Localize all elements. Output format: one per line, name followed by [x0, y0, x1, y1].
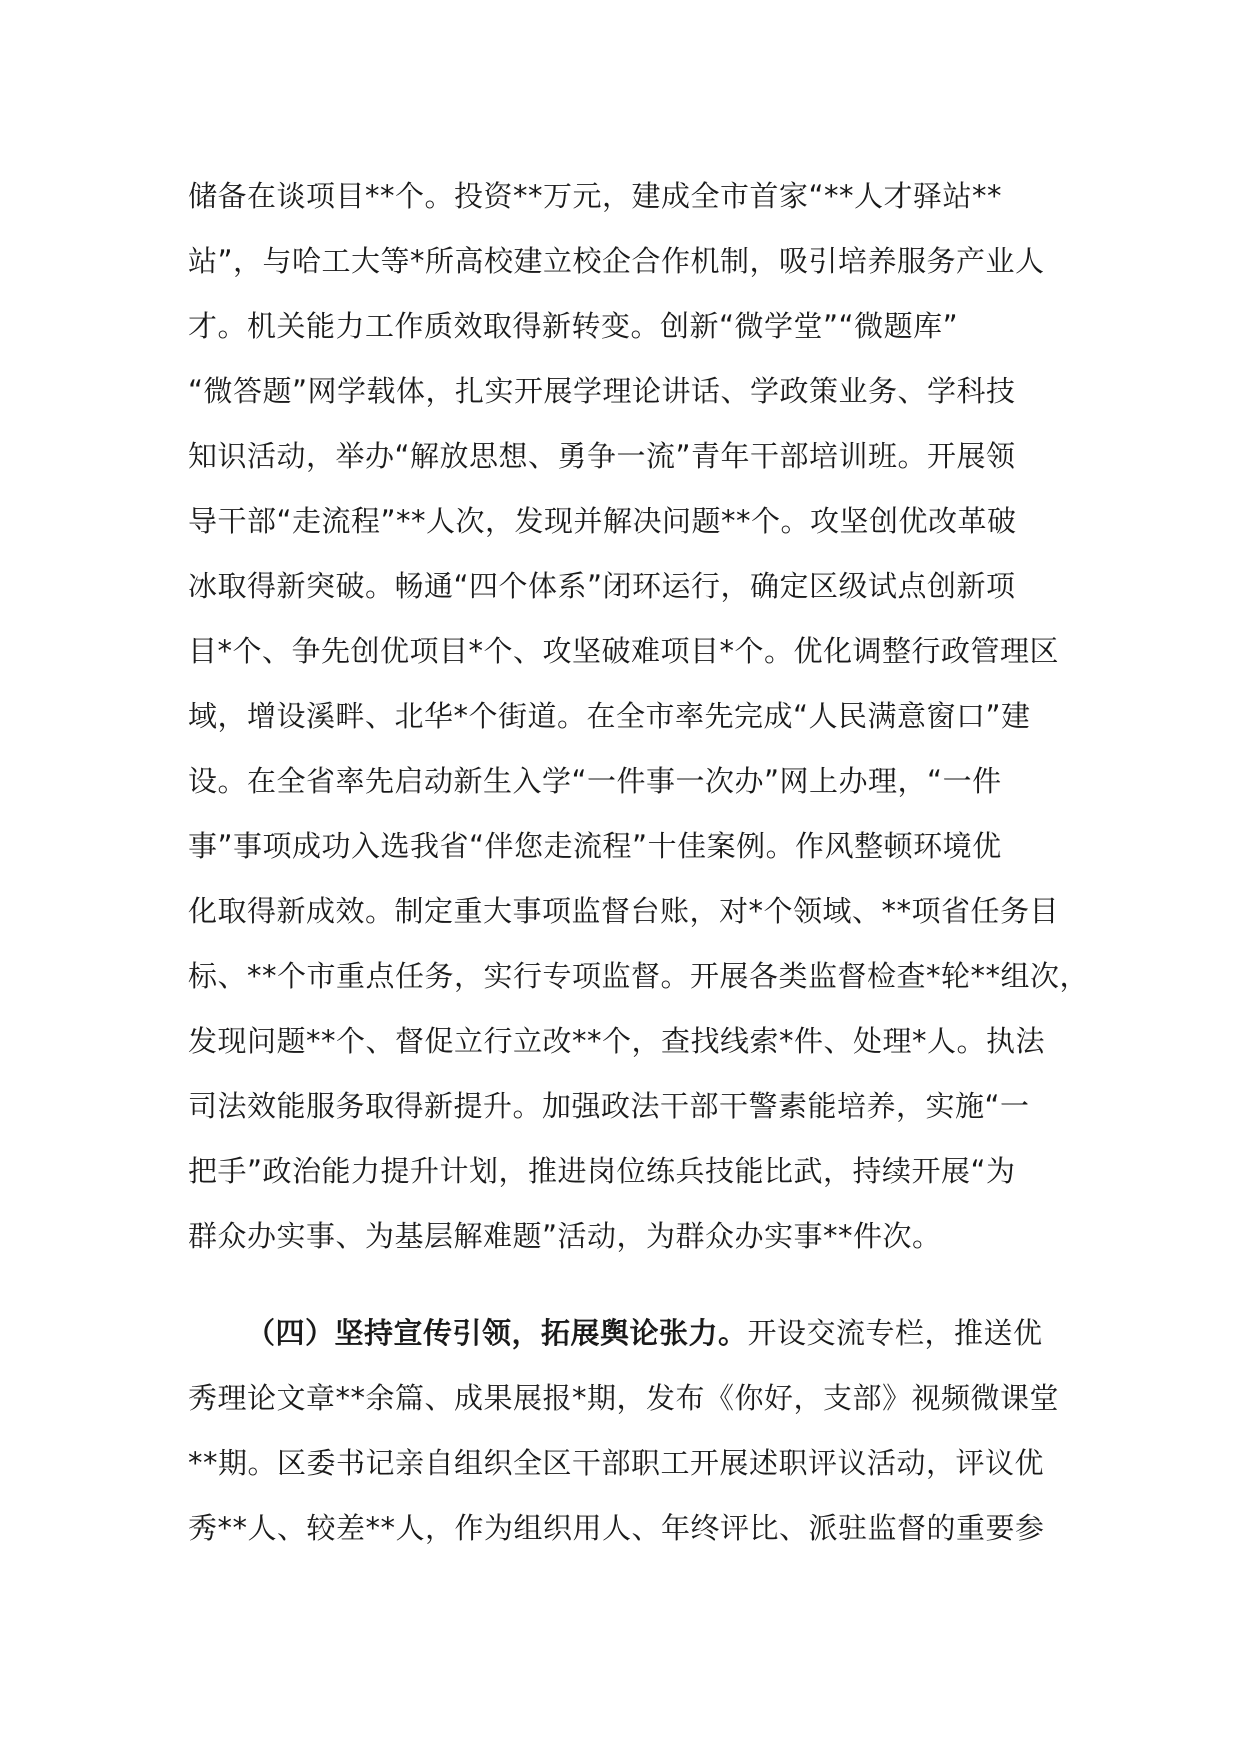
text-line: 发现问题**个、督促立行立改**个，查找线索*件、处理*人。执法 — [188, 1024, 1046, 1058]
text-line: 化取得新成效。制定重大事项监督台账，对*个领域、**项省任务目 — [188, 894, 1060, 928]
text-line: 才。机关能力工作质效取得新转变。创新“微学堂”“微题库” — [188, 309, 959, 343]
text-line: 把手”政治能力提升计划，推进岗位练兵技能比武，持续开展“为 — [188, 1154, 1016, 1188]
text-line: 域，增设溪畔、北华*个街道。在全市率先完成“人民满意窗口”建 — [188, 699, 1031, 733]
text-line: 站”，与哈工大等*所高校建立校企合作机制，吸引培养服务产业人 — [188, 244, 1045, 278]
text-line: 设。在全省率先启动新生入学“一件事一次办”网上办理，“一件 — [188, 764, 1002, 798]
paragraph-1 — [188, 164, 1090, 1269]
text-line: 知识活动，举办“解放思想、勇争一流”青年干部培训班。开展领 — [188, 439, 1016, 473]
text-line: 储备在谈项目**个。投资**万元，建成全市首家“**人才驿站** — [188, 179, 1003, 213]
text-line: 司法效能服务取得新提升。加强政法干部干警素能培养，实施“一 — [188, 1089, 1030, 1123]
text-line: **期。区委书记亲自组织全区干部职工开展述职评议活动，评议优 — [188, 1446, 1045, 1480]
text-line: 群众办实事、为基层解难题”活动，为群众办实事**件次。 — [188, 1219, 942, 1253]
text-line: 事”事项成功入选我省“伴您走流程”十佳案例。作风整顿环境优 — [188, 829, 1002, 863]
text-line: 秀理论文章**余篇、成果展报*期，发布《你好，支部》视频微课堂 — [188, 1381, 1060, 1415]
text-line-first — [188, 1301, 1068, 1366]
section-heading: （四）坚持宣传引领，拓展舆论张力。 — [246, 1316, 748, 1350]
text-line: 标、**个市重点任务，实行专项监督。开展各类监督检查*轮**组次， — [188, 959, 1090, 993]
text-line: 导干部“走流程”**人次，发现并解决问题**个。攻坚创优改革破 — [188, 504, 1017, 538]
text-line: 秀**人、较差**人，作为组织用人、年终评比、派驻监督的重要参 — [188, 1511, 1045, 1545]
paragraph-2 — [188, 1301, 1068, 1561]
text-line: “微答题”网学载体，扎实开展学理论讲话、学政策业务、学科技 — [188, 374, 1016, 408]
text-line: 冰取得新突破。畅通“四个体系”闭环运行，确定区级试点创新项 — [188, 569, 1016, 603]
heading-line-rest: 开设交流专栏，推送优 — [747, 1316, 1043, 1350]
text-line: 目*个、争先创优项目*个、攻坚破难项目*个。优化调整行政管理区 — [188, 634, 1060, 668]
